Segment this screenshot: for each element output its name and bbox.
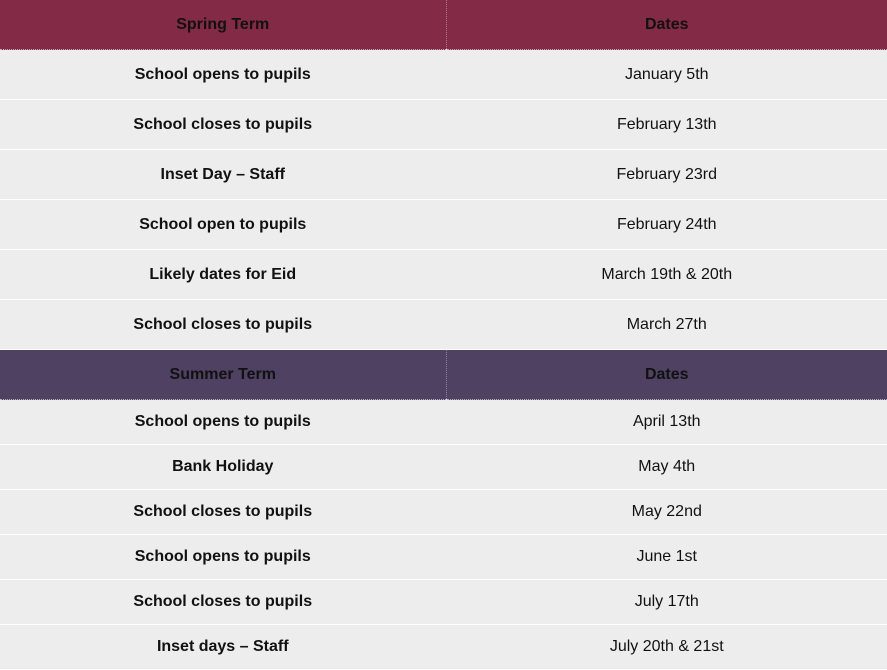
- table-row: [0, 300, 887, 350]
- spring-term-header: [0, 0, 887, 50]
- event-date: April 13th: [446, 400, 887, 445]
- table-row: [0, 535, 887, 580]
- spring-term-body: [0, 50, 887, 350]
- event-date: March 19th & 20th: [446, 250, 887, 300]
- spring-term-heading: Spring Term: [0, 0, 446, 50]
- event-label: School opens to pupils: [0, 535, 446, 580]
- summer-term-body: [0, 350, 887, 670]
- event-date: February 24th: [446, 200, 887, 250]
- event-date: July 20th & 21st: [446, 625, 887, 670]
- event-label: Bank Holiday: [0, 445, 446, 490]
- event-label: School closes to pupils: [0, 100, 446, 150]
- table-row: [0, 445, 887, 490]
- event-label: School open to pupils: [0, 200, 446, 250]
- event-label: School closes to pupils: [0, 580, 446, 625]
- event-label: Likely dates for Eid: [0, 250, 446, 300]
- event-date: February 13th: [446, 100, 887, 150]
- event-label: School closes to pupils: [0, 490, 446, 535]
- table-row: [0, 400, 887, 445]
- table-row: [0, 50, 887, 100]
- summer-dates-heading: Dates: [446, 350, 887, 400]
- event-date: February 23rd: [446, 150, 887, 200]
- event-label: School closes to pupils: [0, 300, 446, 350]
- table-row: [0, 625, 887, 670]
- table-row: [0, 100, 887, 150]
- table-row: [0, 250, 887, 300]
- event-label: School opens to pupils: [0, 50, 446, 100]
- table-row: [0, 490, 887, 535]
- table-row: [0, 150, 887, 200]
- event-label: Inset days – Staff: [0, 625, 446, 670]
- event-date: March 27th: [446, 300, 887, 350]
- table-row: [0, 200, 887, 250]
- event-date: January 5th: [446, 50, 887, 100]
- event-label: Inset Day – Staff: [0, 150, 446, 200]
- spring-dates-heading: Dates: [446, 0, 887, 50]
- event-date: May 4th: [446, 445, 887, 490]
- event-date: June 1st: [446, 535, 887, 580]
- table-row: [0, 580, 887, 625]
- event-label: School opens to pupils: [0, 400, 446, 445]
- event-date: July 17th: [446, 580, 887, 625]
- event-date: May 22nd: [446, 490, 887, 535]
- summer-term-heading: Summer Term: [0, 350, 446, 400]
- summer-term-header: [0, 350, 887, 400]
